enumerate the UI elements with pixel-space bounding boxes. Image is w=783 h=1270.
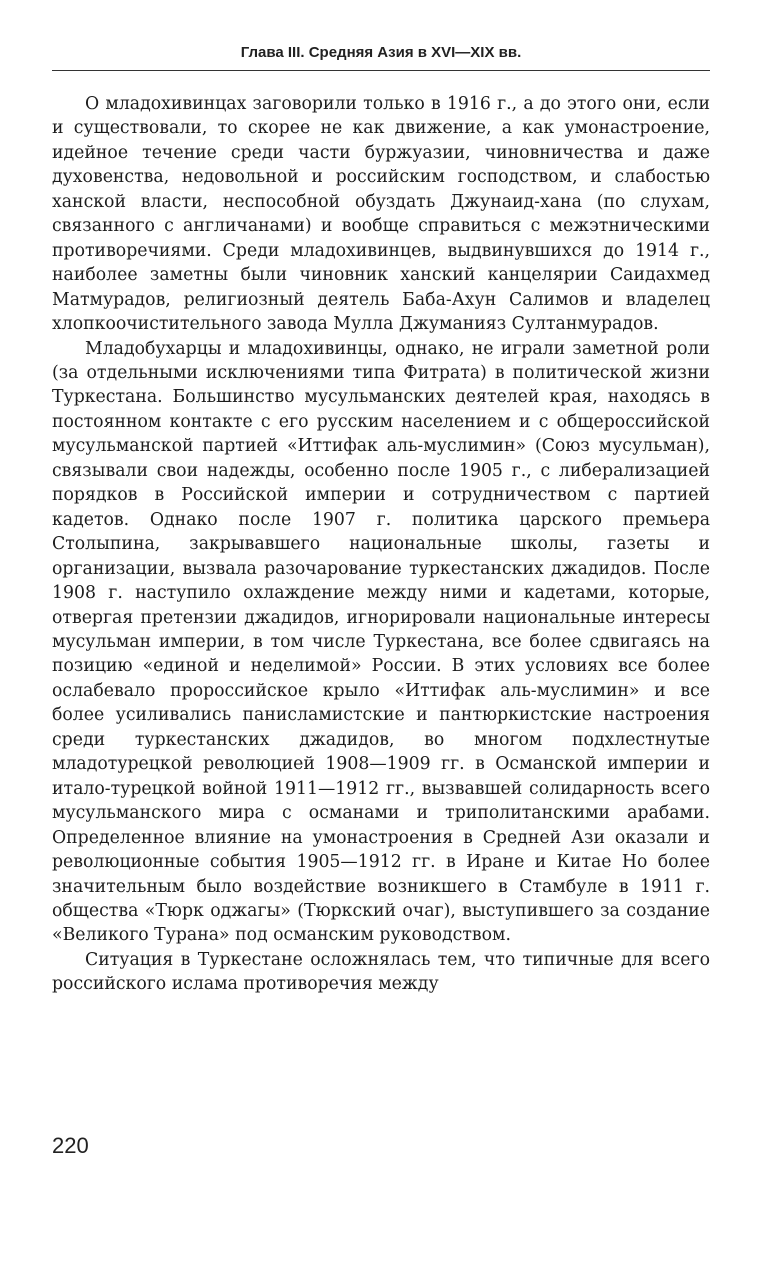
body-text (52, 92, 710, 997)
paragraph-3: Ситуация в Туркестане осложнялась тем, что типичные для всего российского ислама противоречия между (52, 949, 710, 995)
paragraph-1: О младохивинцах заговорили только в 1916 г., а до этого они, если и существовали, то скорее не как движение, а как умонастроение, идейное течение среди части буржуазии, чиновничества и даже духовенства, недовольной и российским господством, и слабостью ханской власти, неспособной обуздать Джунаид-хана (по слухам, связанного с англичанами) и вообще справиться с межэтническими противоречиями. Среди младохивинцев, выдвинувшихся до 1914 г., наиболее заметны были чиновник ханский канцелярии Саидахмед Матмурадов, религиозный деятель Баба-Ахун Салимов и владелец хлопкоочистительного завода Мулла Джуманияз Султанмурадов. (52, 94, 710, 335)
paragraph-2: Младобухарцы и младохивинцы, однако, не играли заметной роли (за отдельными исключениями типа Фитрата) в политической жизни Туркестана. Большинство мусульманских деятелей края, находясь в постоянном контакте с его русским населением и с общероссийской мусульманской партией «Иттифак аль-муслимин» (Союз мусульман), связывали свои надежды, особенно после 1905 г., с либерализацией порядков в Российской империи и сотрудничеством с партией кадетов. Однако после 1907 г. политика царского премьера Столыпина, закрывавшего национальные школы, газеты и организации, вызвала разочарование туркестанских джадидов. После 1908 г. наступило охлаждение между ними и кадетами, которые, отвергая претензии джадидов, игнорировали национальные интересы мусульман империи, в том числе Туркестана, все более сдвигаясь на позицию «единой и неделимой» России. В этих условиях все более ослабевало пророссийское крыло «Иттифак аль-муслимин» и все более усиливались панисламистские и пантюркистские настроения среди туркестанских джадидов, во многом подхлестнутые младотурецкой революцией 1908—1909 гг. в Османской империи и итало-турецкой войной 1911—1912 гг., вызвавшей солидарность всего мусульманского мира с османами и триполитанскими арабами. Определенное влияние на умонастроения в Средней Ази оказали и революционные события 1905—1912 гг. в Иране и Китае Но более значительным было воздействие возникшего в Стамбуле в 1911 г. общества «Тюрк оджагы» (Тюркский очаг), выступившего за создание «Великого Турана» под османским руководством. (52, 338, 710, 946)
header-rule (52, 70, 710, 71)
running-header: Глава III. Средняя Азия в XVI—XIX вв. (240, 44, 522, 61)
page-number: 220 (52, 1133, 89, 1158)
